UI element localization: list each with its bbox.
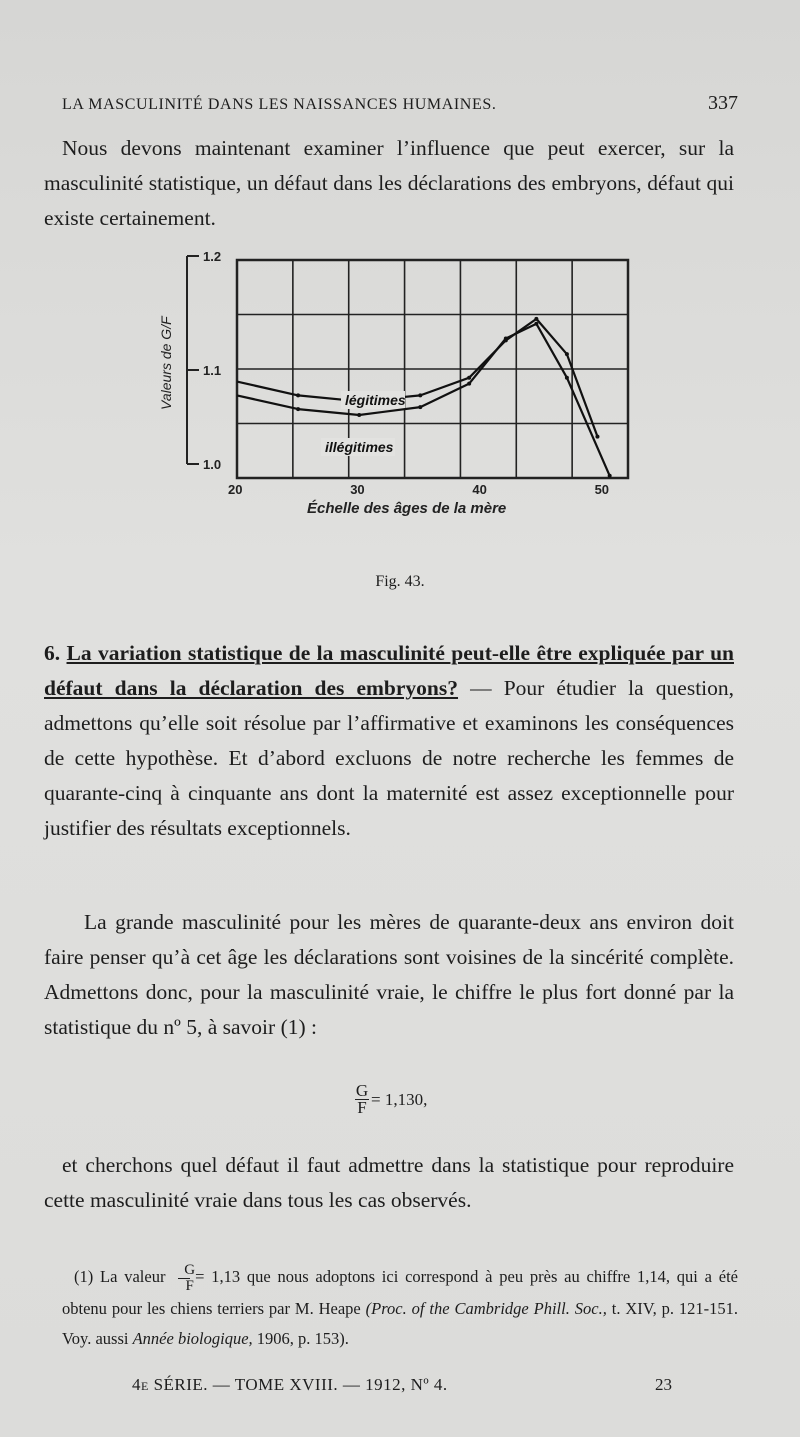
running-header: [62, 92, 738, 115]
footnote: [62, 1262, 738, 1354]
footnote-annee: Année biologique,: [132, 1328, 253, 1348]
page-footer: [132, 1375, 672, 1395]
paragraph-defaut: et cherchons quel défaut il faut admettre dans la statistique pour reproduire cette masculinité vraie dans tous les cas observés.: [44, 1153, 734, 1212]
x-tick-label: 20: [228, 482, 243, 497]
data-point: [534, 322, 538, 326]
data-point: [418, 405, 422, 409]
footnote-body: = 1,13 que nous adoptons ici correspond à peu près au chiffre 1,14, qui a été obtenu pour les chiens terriers par M. Heape: [62, 1267, 738, 1318]
y-tick-label: 1.2: [203, 249, 222, 264]
footnote-numerator: G: [184, 1261, 196, 1278]
formula-numerator: G: [355, 1081, 369, 1100]
data-point: [608, 474, 612, 478]
running-title: LA MASCULINITÉ DANS LES NAISSANCES HUMAINES.: [62, 96, 497, 113]
page-number: 337: [708, 92, 738, 114]
footnote-fraction: [172, 1263, 195, 1294]
footnote-text: [62, 1262, 738, 1354]
paragraph-masculinite: La grande masculinité pour les mères de quarante-deux ans environ doit faire penser qu’à cet âge les déclarations sont voisines de la sincérité complète. Admettons donc, pour la masculinité vraie, le chiffre le plus fort donné par la statistique du nº 5, à savoir (1) :: [44, 910, 734, 1039]
footnote-annee-rest: 1906, p. 153).: [256, 1328, 349, 1348]
data-point: [504, 336, 508, 340]
figure-caption: Fig. 43.: [375, 573, 425, 590]
series-label: illégitimes: [325, 439, 394, 455]
data-point: [534, 317, 538, 321]
chart-svg: [150, 238, 650, 538]
data-point: [467, 382, 471, 386]
formula-denominator: F: [357, 1098, 367, 1117]
section-title: La variation statistique de la masculinité peut-elle être expliquée par un défaut dans la déclaration des embryons?: [44, 641, 734, 700]
x-tick-label: 50: [594, 482, 610, 497]
data-point: [357, 413, 361, 417]
series-info: 4e SÉRIE. — TOME XVIII. — 1912, Nº 4.: [132, 1375, 448, 1394]
data-point: [296, 393, 300, 397]
data-point: [467, 376, 471, 380]
footnote-prefix: (1) La valeur: [74, 1267, 166, 1286]
section-number: 6.: [44, 641, 61, 665]
section-text: — Pour étudier la question, admettons qu’elle soit résolue par l’affirmative et examinons les conséquences de cette hypothèse. Et d’abord excluons de notre recherche les femmes de quarante-cinq à cinquante ans dont la maternité est assez exceptionnelle pour justifier des résultats exceptionnels.: [44, 676, 735, 840]
formula-value: = 1,130,: [371, 1089, 428, 1109]
y-tick-label: 1.1: [203, 363, 222, 378]
x-axis-label: Échelle des âges de la mère: [307, 500, 507, 517]
footnote-denominator: F: [185, 1277, 194, 1294]
section-6: [44, 636, 734, 846]
footnote-reference-rest: t. XIV, p. 121-151. Voy. aussi: [62, 1298, 739, 1348]
signature-mark: 23: [655, 1375, 672, 1394]
data-point: [565, 376, 569, 380]
data-point: [418, 393, 422, 397]
data-point: [296, 407, 300, 411]
formula: [355, 1083, 427, 1116]
y-tick-label: 1.0: [203, 457, 222, 472]
x-tick-label: 30: [350, 482, 365, 497]
data-point: [595, 435, 599, 439]
formula-fraction: [355, 1083, 369, 1116]
series-label: légitimes: [345, 392, 406, 408]
footnote-reference: (Proc. of the Cambridge Phill. Soc.,: [365, 1298, 607, 1318]
data-point: [565, 352, 569, 356]
x-tick-label: 40: [472, 482, 487, 497]
y-axis-label: Valeurs de G/F: [158, 316, 174, 410]
paragraph-intro: Nous devons maintenant examiner l’influence que peut exercer, sur la masculinité statistique, un défaut dans les déclarations des embryons, défaut qui existe certainement.: [44, 136, 734, 230]
figure-43: [150, 238, 650, 538]
